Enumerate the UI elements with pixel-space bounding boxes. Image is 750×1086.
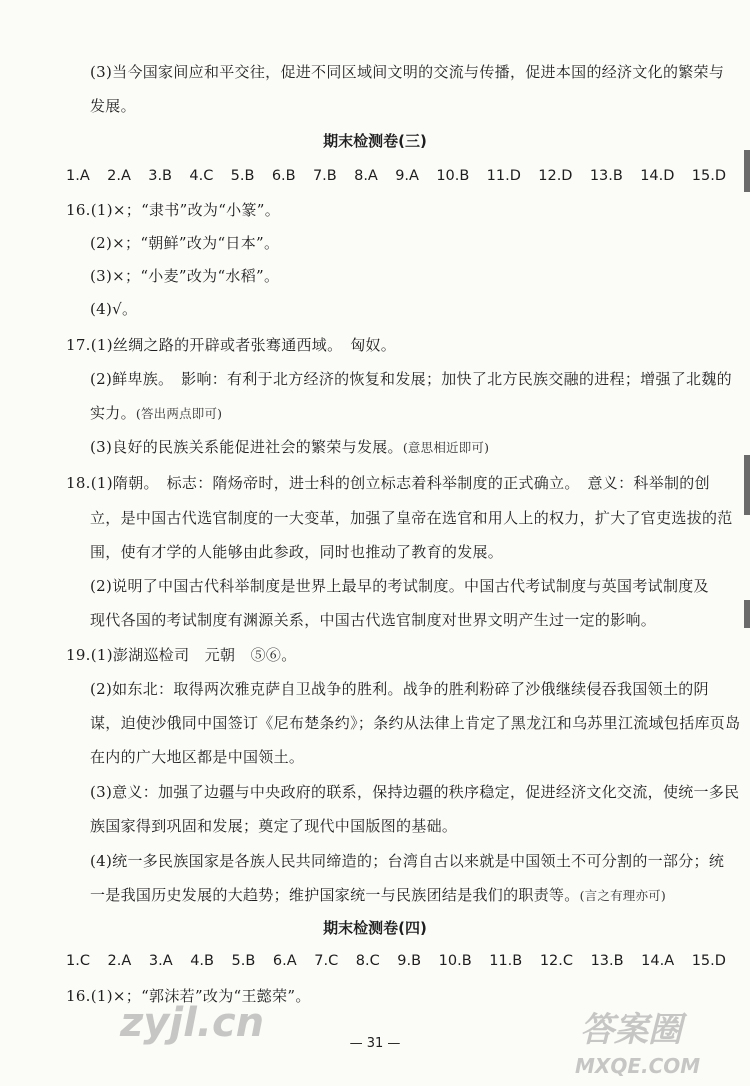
mc-answer: 6.B [271,168,296,184]
mc-answer: 3.B [148,168,173,184]
q17-part3 [90,437,489,458]
q16-part3: (3)×；“小麦”改为“水稻”。 [90,267,280,285]
mc-answer: 8.C [355,953,380,969]
mc-answer: 12.C [539,953,573,969]
exam-4-title: 期末检测卷(四) [323,919,427,937]
mc-answer: 4.C [189,168,214,184]
mc-answer: 6.A [272,953,297,969]
exam-4-q16-part1: 16.(1)×；“郭沫若”改为“王懿荣”。 [66,987,311,1005]
mc-answer: 1.C [66,953,90,969]
mc-answer: 13.B [590,953,624,969]
mc-answer: 5.B [230,168,255,184]
prev-q3-line1: (3)当今国家间应和平交往，促进不同区域间文明的交流与传播，促进本国的经济文化的繁荣与 [90,63,725,81]
mc-answer: 13.B [589,168,623,184]
q19-part1: 19.(1)澎湖巡检司 元朝 ⑤⑥。 [66,646,297,664]
mc-answer: 15.D [691,168,726,184]
mc-answer: 14.A [641,953,675,969]
answer-text: 一是我国历史发展的大趋势；维护国家统一与民族团结是我们的职责等。 [90,886,580,904]
q18-part2-line2: 现代各国的考试制度有渊源关系，中国古代选官制度对世界文明产生过一定的影响。 [90,611,657,629]
q19-part3-line1: (3)意义：加强了边疆与中央政府的联系，保持边疆的秩序稳定，促进经济文化交流，使统一多民 [90,783,740,801]
mc-answer: 9.B [397,953,422,969]
mc-answer: 9.A [395,168,419,184]
q16-part4: (4)√。 [90,300,138,318]
exam-3-multiple-choice-row [66,166,726,186]
q18-part1-line2: 立，是中国古代选官制度的一大变革，加强了皇帝在选官和用人上的权力，扩大了官吏选拔的范 [90,509,733,527]
q19-part2-line3: 在内的广大地区都是中国领土。 [90,748,305,766]
answer-text: (3)良好的民族关系能促进社会的繁荣与发展。 [90,438,403,456]
prev-q3-line2: 发展。 [90,97,136,115]
q18-part1-line1: 18.(1)隋朝。 标志：隋炀帝时，进士科的创立标志着科举制度的正式确立。 意义：科举制的创 [66,474,710,492]
q19-part4-line2 [90,885,666,906]
mc-answer: 7.C [314,953,339,969]
mc-answer: 11.D [486,168,521,184]
q19-part3-line2: 族国家得到巩固和发展；奠定了现代中国版图的基础。 [90,817,458,835]
q19-part2-line2: 谋，迫使沙俄同中国签订《尼布楚条约》；条约从法律上肯定了黑龙江和乌苏里江流域包括库页岛 [90,714,741,732]
mc-answer: 7.B [312,168,337,184]
watermark-daanquan: 答案圈 [580,1010,682,1050]
mc-answer: 8.A [354,168,378,184]
q17-part1: 17.(1)丝绸之路的开辟或者张骞通西域。 匈奴。 [66,336,397,354]
grading-note: (答出两点即可) [135,406,223,421]
q19-part4-line1: (4)统一多民族国家是各族人民共同缔造的；台湾自古以来就是中国领土不可分割的一部分；统 [90,852,725,870]
answer-text: 实力。 [90,404,136,422]
mc-answer: 14.D [640,168,675,184]
mc-answer: 10.B [438,953,472,969]
q18-part2-line1: (2)说明了中国古代科举制度是世界上最早的考试制度。中国古代考试制度与英国考试制度及 [90,577,709,595]
q17-part2-line2 [90,403,222,424]
scan-edge-mark [744,600,750,628]
q16-part1: 16.(1)×；“隶书”改为“小篆”。 [66,201,281,219]
watermark-mxqe: MXQE.COM [575,1054,701,1078]
page-number: — 31 — [349,1036,401,1051]
mc-answer: 2.A [107,953,132,969]
q18-part1-line3: 围，使有才学的人能够由此参政，同时也推动了教育的发展。 [90,543,504,561]
scan-edge-mark [744,150,750,192]
grading-note: (意思相近即可) [402,440,490,455]
q17-part2-line1: (2)鲜卑族。 影响：有利于北方经济的恢复和发展；加快了北方民族交融的进程；增强了北魏的 [90,370,732,388]
mc-answer: 5.B [231,953,256,969]
scan-edge-mark [744,455,750,515]
watermark-zyjl: zyjl.cn [120,1000,265,1046]
mc-answer: 3.A [148,953,173,969]
mc-answer: 2.A [107,168,131,184]
mc-answer: 12.D [538,168,573,184]
mc-answer: 11.B [489,953,523,969]
mc-answer: 10.B [436,168,470,184]
mc-answer: 4.B [190,953,214,969]
q16-part2: (2)×；“朝鲜”改为“日本”。 [90,234,280,252]
exam-4-multiple-choice-row [66,951,726,971]
q19-part2-line1: (2)如东北：取得两次雅克萨自卫战争的胜利。战争的胜利粉碎了沙俄继续侵吞我国领土的阴 [90,680,709,698]
mc-answer: 1.A [66,168,90,184]
mc-answer: 15.D [691,953,726,969]
grading-note: (言之有理亦可) [579,888,666,903]
exam-3-title: 期末检测卷(三) [323,132,427,150]
